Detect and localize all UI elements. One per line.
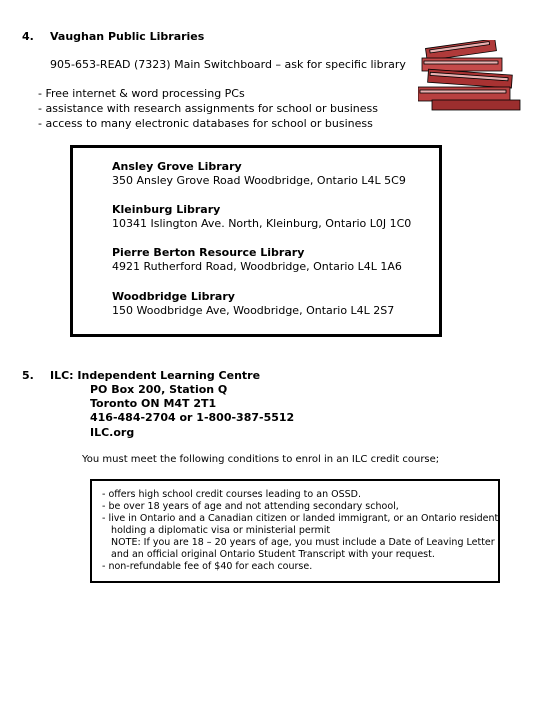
condition-item: - live in Ontario and a Canadian citizen or landed immigrant, or an Ontario resident	[102, 513, 499, 524]
ilc-intro: You must meet the following conditions to enrol in an ILC credit course;	[82, 454, 440, 465]
books-icon	[418, 40, 523, 112]
service-bullet: - Free internet & word processing PCs	[38, 87, 245, 100]
condition-item: - non-refundable fee of $40 for each course.	[102, 561, 313, 572]
library-address: 150 Woodbridge Ave, Woodbridge, Ontario L4L 2S7	[112, 304, 395, 317]
section-4-title: Vaughan Public Libraries	[50, 30, 205, 43]
library-address: 4921 Rutherford Road, Woodbridge, Ontario L4L 1A6	[112, 260, 402, 273]
library-address: 10341 Islington Ave. North, Kleinburg, Ontario L0J 1C0	[112, 217, 412, 230]
ilc-contact-line: 416-484-2704 or 1-800-387-5512	[90, 411, 295, 424]
library-name: Ansley Grove Library	[112, 160, 242, 173]
condition-item: NOTE: If you are 18 – 20 years of age, you must include a Date of Leaving Letter	[102, 537, 495, 548]
condition-item: - be over 18 years of age and not attending secondary school,	[102, 501, 399, 512]
section-5-number: 5.	[22, 369, 34, 382]
condition-item: - offers high school credit courses leading to an OSSD.	[102, 489, 361, 500]
ilc-contact-line: ILC.org	[90, 426, 135, 439]
condition-item: and an official original Ontario Student Transcript with your request.	[102, 549, 435, 560]
library-name: Pierre Berton Resource Library	[112, 246, 305, 259]
service-bullet: - assistance with research assignments for school or business	[38, 102, 378, 115]
ilc-contact-line: Toronto ON M4T 2T1	[90, 397, 217, 410]
ilc-contact-line: PO Box 200, Station Q	[90, 383, 228, 396]
section-5-title: ILC: Independent Learning Centre	[50, 369, 261, 382]
library-name: Kleinburg Library	[112, 203, 221, 216]
section-4-number: 4.	[22, 30, 34, 43]
condition-item: holding a diplomatic visa or ministerial permit	[102, 525, 331, 536]
library-name: Woodbridge Library	[112, 290, 235, 303]
switchboard-phone: 905-653-READ (7323) Main Switchboard – ask for specific library	[50, 58, 406, 71]
library-address: 350 Ansley Grove Road Woodbridge, Ontario L4L 5C9	[112, 174, 406, 187]
service-bullet: - access to many electronic databases for school or business	[38, 117, 373, 130]
